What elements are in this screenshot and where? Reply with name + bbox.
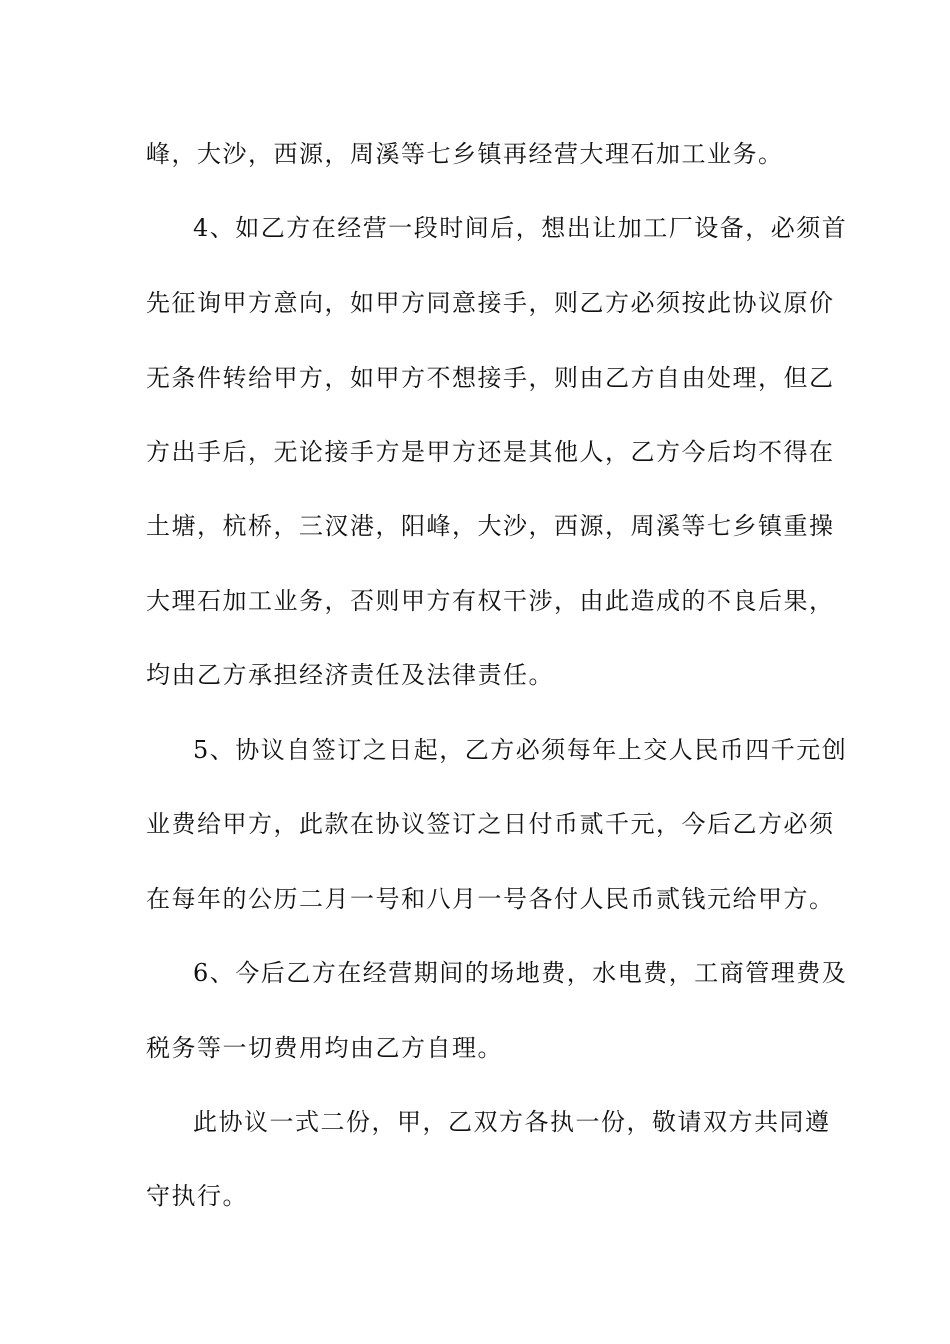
- clause-6-line-1: 6、今后乙方在经营期间的场地费，水电费，工商管理费及: [193, 959, 848, 987]
- clause-4-line-5: 土塘，杭桥，三汊港，阳峰，大沙，西源，周溪等七乡镇重操: [146, 512, 835, 540]
- clause-5-line-2: 业费给甲方，此款在协议签订之日付币贰千元，今后乙方必须: [146, 810, 835, 838]
- closing-line-2: 守执行。: [146, 1182, 248, 1210]
- closing-line-1: 此协议一式二份，甲，乙双方各执一份，敬请双方共同遵: [193, 1108, 831, 1136]
- text-line-1: 峰，大沙，西源，周溪等七乡镇再经营大理石加工业务。: [146, 140, 784, 168]
- clause-5-line-1: 5、协议自签订之日起，乙方必须每年上交人民币四千元创: [193, 736, 848, 764]
- clause-4-line-2: 先征询甲方意向，如甲方同意接手，则乙方必须按此协议原价: [146, 289, 835, 317]
- clause-4-line-6: 大理石加工业务，否则甲方有权干涉，由此造成的不良后果，: [146, 587, 835, 615]
- clause-4-line-7: 均由乙方承担经济责任及法律责任。: [146, 661, 554, 689]
- clause-4-line-1: 4、如乙方在经营一段时间后，想出让加工厂设备，必须首: [193, 214, 848, 242]
- clause-5-line-3: 在每年的公历二月一号和八月一号各付人民币贰钱元给甲方。: [146, 885, 835, 913]
- clause-6-line-2: 税务等一切费用均由乙方自理。: [146, 1034, 503, 1062]
- clause-4-line-4: 方出手后，无论接手方是甲方还是其他人，乙方今后均不得在: [146, 438, 835, 466]
- clause-4-line-3: 无条件转给甲方，如甲方不想接手，则由乙方自由处理，但乙: [146, 364, 835, 392]
